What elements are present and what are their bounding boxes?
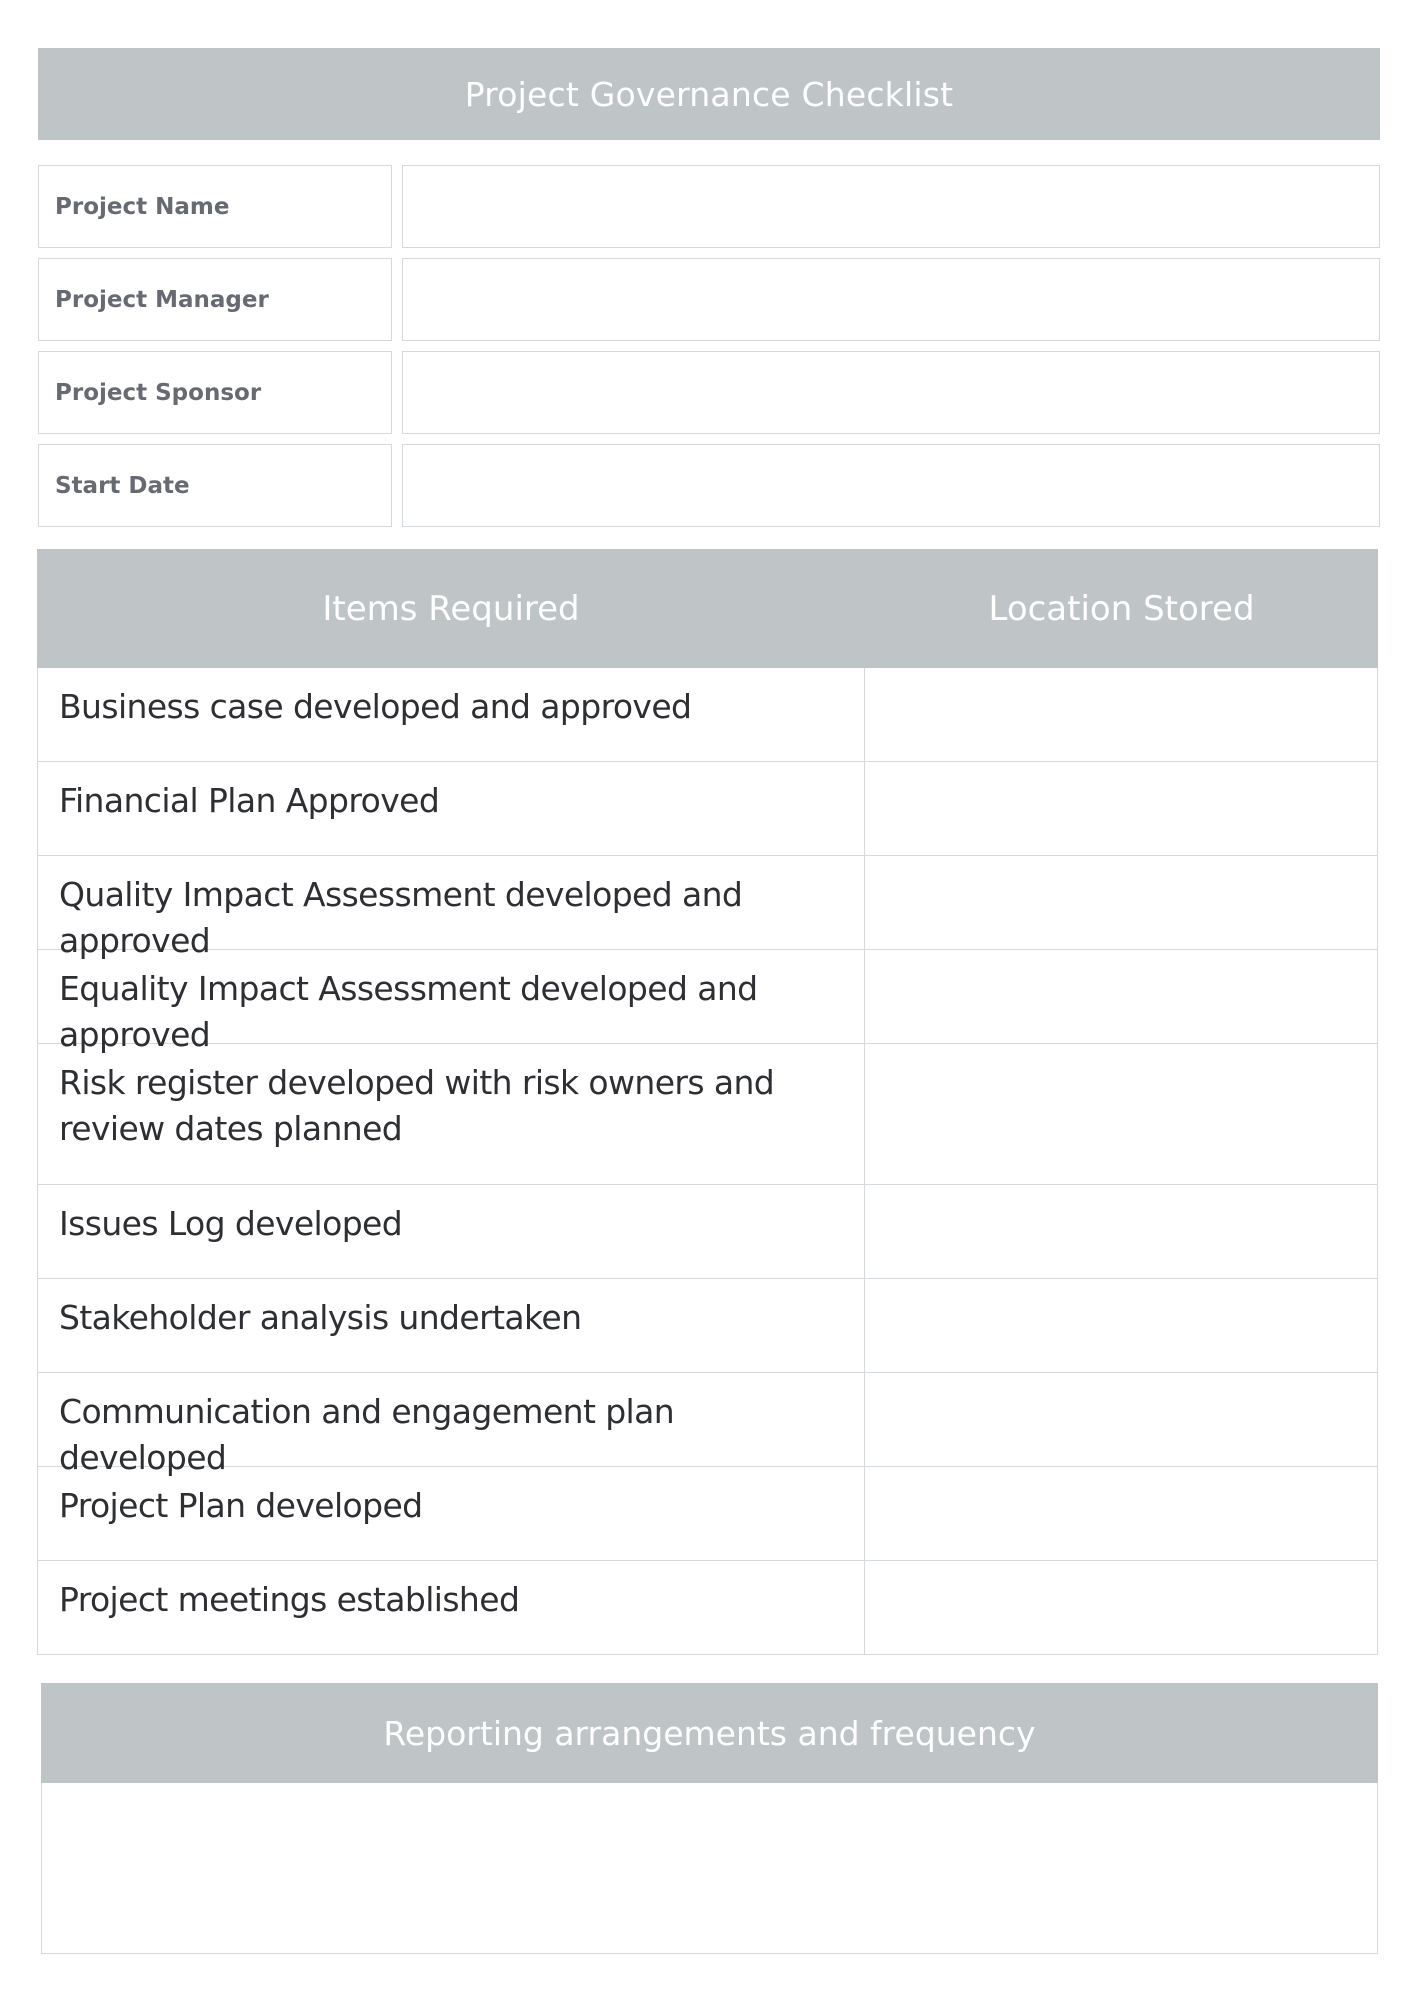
checklist-header [37, 549, 1378, 668]
location-cell[interactable] [865, 856, 1377, 949]
location-cell[interactable] [865, 1185, 1377, 1278]
item-cell: Stakeholder analysis undertaken [38, 1279, 865, 1372]
table-row [37, 1373, 1378, 1477]
document-title-bar [38, 48, 1380, 140]
location-cell[interactable] [865, 762, 1377, 855]
item-cell: Risk register developed with risk owners and review dates planned [38, 1044, 865, 1184]
project-name-row [38, 165, 1380, 248]
item-cell: Business case developed and approved [38, 668, 865, 761]
document-title: Project Governance Checklist [464, 74, 954, 114]
reporting-title: Reporting arrangements and frequency [41, 1683, 1378, 1783]
project-sponsor-label: Project Sponsor [38, 351, 392, 434]
table-row [37, 1279, 1378, 1373]
item-cell: Project meetings established [38, 1561, 865, 1654]
project-manager-label: Project Manager [38, 258, 392, 341]
location-cell[interactable] [865, 1373, 1377, 1466]
location-cell[interactable] [865, 1044, 1377, 1184]
location-cell[interactable] [865, 1467, 1377, 1560]
location-cell[interactable] [865, 668, 1377, 761]
items-required-header: Items Required [322, 588, 580, 629]
table-row [37, 856, 1378, 960]
start-date-label: Start Date [38, 444, 392, 527]
table-row [37, 1044, 1378, 1185]
checklist-table [37, 549, 1378, 1655]
project-manager-field[interactable] [402, 258, 1380, 341]
location-stored-header: Location Stored [988, 588, 1255, 629]
item-cell: Project Plan developed [38, 1467, 865, 1560]
location-cell[interactable] [865, 1561, 1377, 1654]
item-cell: Communication and engagement plan developed [38, 1373, 865, 1466]
item-cell: Financial Plan Approved [38, 762, 865, 855]
project-name-field[interactable] [402, 165, 1380, 248]
table-row [37, 950, 1378, 1054]
start-date-field[interactable] [402, 444, 1380, 527]
item-cell: Issues Log developed [38, 1185, 865, 1278]
table-row [37, 1185, 1378, 1279]
reporting-field[interactable] [41, 1783, 1378, 1954]
project-sponsor-field[interactable] [402, 351, 1380, 434]
project-manager-row [38, 258, 1380, 341]
table-row [37, 1561, 1378, 1655]
table-row [37, 668, 1378, 762]
project-name-label: Project Name [38, 165, 392, 248]
table-row [37, 762, 1378, 856]
project-sponsor-row [38, 351, 1380, 434]
start-date-row [38, 444, 1380, 527]
location-cell[interactable] [865, 1279, 1377, 1372]
item-cell: Equality Impact Assessment developed and approved [38, 950, 865, 1043]
location-cell[interactable] [865, 950, 1377, 1043]
reporting-section [41, 1683, 1378, 1954]
item-cell: Quality Impact Assessment developed and approved [38, 856, 865, 949]
table-row [37, 1467, 1378, 1561]
